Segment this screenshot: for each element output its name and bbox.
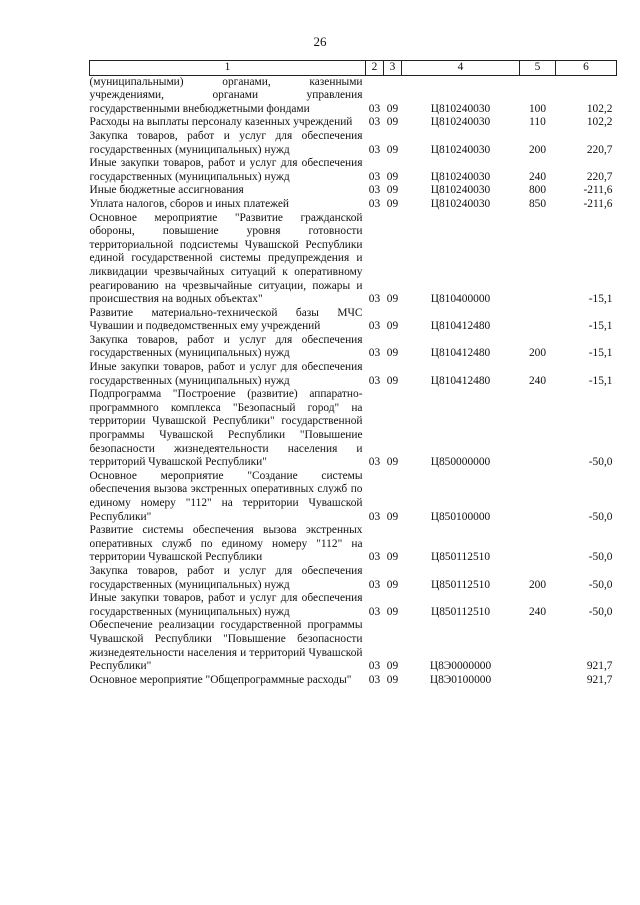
- row-subsection: 09: [386, 116, 399, 129]
- row-description: Основное мероприятие "Создание системы обеспечения вызова экстренных оперативных служб по единому номеру "112" на территории Чувашской Республики": [89, 469, 363, 523]
- row-subsection: 09: [386, 660, 399, 673]
- table-row: [90, 334, 617, 361]
- table-row: [90, 361, 617, 388]
- row-expense-type: 850: [528, 197, 547, 210]
- row-amount: -50,0: [588, 510, 613, 523]
- row-subsection: 09: [386, 170, 399, 183]
- row-description: Закупка товаров, работ и услуг для обеспечения государственных (муниципальных) нужд: [89, 333, 363, 360]
- row-subsection: 09: [386, 456, 399, 469]
- row-expense-type: [520, 212, 556, 307]
- row-expense-type: 800: [528, 184, 547, 197]
- row-subsection: 09: [386, 605, 399, 618]
- row-target-article: Ц810240030: [430, 184, 491, 197]
- row-section: 03: [368, 116, 381, 129]
- row-target-article: Ц810240030: [430, 197, 491, 210]
- row-section: 03: [368, 320, 381, 333]
- row-subsection: 09: [386, 347, 399, 360]
- row-section: 03: [368, 578, 381, 591]
- row-expense-type: 240: [528, 374, 547, 387]
- row-description: Подпрограмма "Построение (развитие) аппаратно-программного комплекса "Безопасный город" на территории Чувашской Республики" государственной программы Чувашской Республики "Повышение безопасности жизнедеятельности населения и территорий Чувашской Республики": [89, 388, 363, 469]
- row-description: Развитие материально-технической базы МЧС Чувашии и подведомственных ему учреждений: [89, 306, 363, 333]
- row-amount: -50,0: [588, 551, 613, 564]
- row-description: Основное мероприятие "Развитие гражданской обороны, повышение уровня готовности территориальной подсистемы Чувашской Республики единой государственной системы предупреждения и ликвидации чрезвычайных ситуаций к оперативному реагированию на чрезвычайные ситуации, пожары и происшествия на водных объектах": [89, 211, 363, 306]
- row-description: Уплата налогов, сборов и иных платежей: [89, 197, 289, 210]
- row-amount: 102,2: [586, 116, 613, 129]
- table-row: [90, 157, 617, 184]
- row-amount: -15,1: [588, 347, 613, 360]
- row-section: 03: [368, 456, 381, 469]
- row-section: 03: [368, 510, 381, 523]
- row-expense-type: [520, 674, 556, 688]
- row-amount: 220,7: [586, 143, 613, 156]
- row-amount: -211,6: [583, 184, 613, 197]
- row-expense-type: [520, 307, 556, 334]
- row-subsection: 09: [386, 551, 399, 564]
- row-amount: -50,0: [588, 605, 613, 618]
- header-row: [90, 61, 617, 76]
- row-description: Иные закупки товаров, работ и услуг для обеспечения государственных (муниципальных) нужд: [89, 157, 363, 183]
- row-description: Иные закупки товаров, работ и услуг для обеспечения государственных (муниципальных) нужд: [89, 361, 363, 387]
- row-target-article: Ц810240030: [430, 170, 491, 183]
- table-row: [90, 619, 617, 673]
- table-row: [90, 130, 617, 157]
- row-target-article: Ц8Э0000000: [429, 660, 492, 673]
- row-expense-type: 200: [528, 143, 547, 156]
- row-amount: 102,2: [586, 102, 613, 115]
- page-number: 26: [313, 34, 327, 49]
- row-description: Расходы на выплаты персоналу казенных учреждений: [89, 116, 353, 129]
- budget-table: [89, 60, 617, 687]
- row-subsection: 09: [386, 197, 399, 210]
- row-target-article: Ц810400000: [430, 293, 491, 306]
- row-expense-type: 100: [528, 102, 547, 115]
- row-subsection: 09: [386, 673, 399, 686]
- row-subsection: 09: [386, 102, 399, 115]
- table-row: [90, 116, 617, 130]
- table-row: [90, 184, 617, 198]
- table-row: [90, 388, 617, 470]
- table-row: [90, 470, 617, 524]
- table-row: [90, 674, 617, 688]
- row-description: Основное мероприятие "Общепрограммные расходы": [89, 673, 352, 686]
- table-row: [90, 592, 617, 619]
- row-section: 03: [368, 374, 381, 387]
- row-target-article: Ц810240030: [430, 143, 491, 156]
- row-expense-type: 200: [528, 578, 547, 591]
- header-col-2: 2: [366, 61, 384, 76]
- row-target-article: Ц810412480: [430, 374, 491, 387]
- table-row: [90, 524, 617, 565]
- row-expense-type: [520, 388, 556, 470]
- row-amount: -15,1: [588, 293, 613, 306]
- row-amount: -50,0: [588, 456, 613, 469]
- row-section: 03: [368, 551, 381, 564]
- row-amount: -15,1: [588, 320, 613, 333]
- row-section: 03: [368, 673, 381, 686]
- row-expense-type: [520, 524, 556, 565]
- row-description: Иные закупки товаров, работ и услуг для обеспечения государственных (муниципальных) нужд: [89, 592, 363, 618]
- row-target-article: Ц810240030: [430, 116, 491, 129]
- row-target-article: Ц850000000: [430, 456, 491, 469]
- row-section: 03: [368, 293, 381, 306]
- row-section: 03: [368, 197, 381, 210]
- row-expense-type: 240: [528, 605, 547, 618]
- row-section: 03: [368, 605, 381, 618]
- row-expense-type: [520, 619, 556, 673]
- row-subsection: 09: [386, 184, 399, 197]
- table-row: [90, 307, 617, 334]
- row-amount: -15,1: [588, 374, 613, 387]
- table-row: [90, 565, 617, 592]
- row-expense-type: 110: [529, 116, 546, 129]
- row-expense-type: [520, 470, 556, 524]
- row-target-article: Ц850112510: [430, 605, 491, 618]
- row-amount: -50,0: [588, 578, 613, 591]
- row-subsection: 09: [386, 578, 399, 591]
- row-target-article: Ц850112510: [430, 578, 491, 591]
- row-target-article: Ц810240030: [430, 102, 491, 115]
- row-description: Закупка товаров, работ и услуг для обеспечения государственных (муниципальных) нужд: [89, 564, 363, 591]
- row-section: 03: [368, 660, 381, 673]
- row-amount: -211,6: [583, 197, 613, 210]
- row-subsection: 09: [386, 293, 399, 306]
- row-subsection: 09: [386, 320, 399, 333]
- header-col-6: 6: [556, 61, 617, 76]
- row-subsection: 09: [386, 374, 399, 387]
- row-amount: 921,7: [586, 660, 613, 673]
- row-target-article: Ц850112510: [430, 551, 491, 564]
- row-subsection: 09: [386, 510, 399, 523]
- row-section: 03: [368, 184, 381, 197]
- row-description: (муниципальными) органами, казенными учреждениями, органами управления государственными внебюджетными фондами: [89, 75, 363, 115]
- row-section: 03: [368, 143, 381, 156]
- row-section: 03: [368, 170, 381, 183]
- header-col-3: 3: [384, 61, 402, 76]
- row-section: 03: [368, 102, 381, 115]
- row-amount: 220,7: [586, 170, 613, 183]
- row-subsection: 09: [386, 143, 399, 156]
- row-expense-type: 240: [528, 170, 547, 183]
- row-description: Развитие системы обеспечения вызова экстренных оперативных служб по единому номеру "112" на территории Чувашской Республики: [89, 524, 363, 564]
- row-amount: 921,7: [586, 673, 613, 686]
- row-target-article: Ц8Э0100000: [429, 673, 492, 686]
- row-description: Иные бюджетные ассигнования: [89, 184, 244, 197]
- header-col-4: 4: [402, 61, 520, 76]
- table-row: [90, 212, 617, 307]
- header-col-5: 5: [520, 61, 556, 76]
- row-target-article: Ц810412480: [430, 347, 491, 360]
- row-target-article: Ц850100000: [430, 510, 491, 523]
- table-row: [90, 75, 617, 116]
- row-description: Обеспечение реализации государственной программы Чувашской Республики "Повышение безопасности жизнедеятельности населения и территорий Чувашской Республики": [89, 619, 363, 673]
- row-target-article: Ц810412480: [430, 320, 491, 333]
- row-section: 03: [368, 347, 381, 360]
- header-col-1: 1: [90, 61, 366, 76]
- row-description: Закупка товаров, работ и услуг для обеспечения государственных (муниципальных) нужд: [89, 129, 363, 156]
- row-expense-type: 200: [528, 347, 547, 360]
- table-row: [90, 198, 617, 212]
